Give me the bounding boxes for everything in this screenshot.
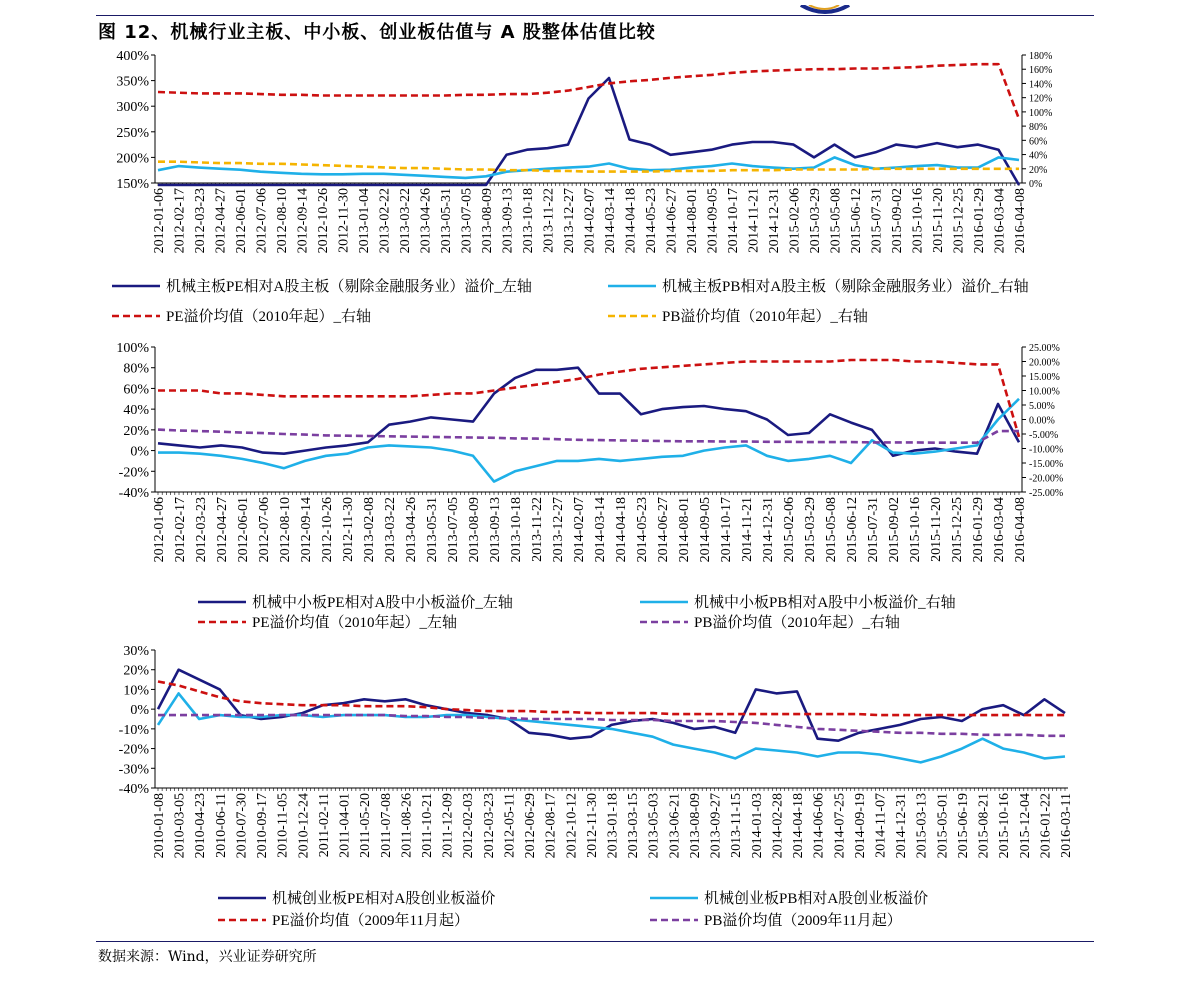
x-tick-label: 2015-10-16 bbox=[997, 793, 1013, 859]
x-tick-label: 2011-02-11 bbox=[316, 793, 332, 858]
x-tick-label: 2012-06-29 bbox=[523, 793, 539, 859]
x-tick-label: 2014-12-31 bbox=[767, 188, 782, 254]
x-tick-label: 2014-08-01 bbox=[685, 188, 700, 254]
x-tick-label: 2015-06-12 bbox=[845, 497, 860, 563]
legend-label: PB溢价均值（2010年起）_右轴 bbox=[694, 615, 900, 631]
y-right-tick-label: 160% bbox=[1029, 65, 1053, 77]
x-tick-label: 2013-06-21 bbox=[667, 793, 683, 859]
x-tick-label: 2012-11-30 bbox=[336, 188, 352, 253]
x-tick-label: 2014-11-21 bbox=[746, 188, 762, 253]
y-left-tick-label: 30% bbox=[123, 644, 149, 659]
x-tick-label: 2010-09-17 bbox=[255, 793, 271, 859]
x-tick-label: 2015-07-31 bbox=[866, 497, 881, 563]
y-left-tick-label: 100% bbox=[116, 341, 149, 356]
series-line-3 bbox=[158, 360, 1019, 437]
y-right-tick-label: 25.00% bbox=[1029, 343, 1060, 354]
legend-label: PB溢价均值（2009年11月起） bbox=[704, 913, 902, 929]
x-tick-label: 2013-11-22 bbox=[541, 188, 557, 253]
x-tick-label: 2014-12-31 bbox=[894, 793, 910, 859]
y-right-tick-label: 80% bbox=[1029, 122, 1048, 134]
x-tick-label: 2013-01-04 bbox=[357, 188, 372, 254]
x-tick-label: 2012-01-06 bbox=[152, 188, 167, 254]
x-tick-label: 2013-11-15 bbox=[729, 793, 745, 858]
x-tick-label: 2014-02-28 bbox=[770, 793, 786, 859]
y-left-tick-label: -40% bbox=[118, 782, 149, 797]
legend bbox=[112, 277, 1029, 325]
x-tick-label: 2014-02-07 bbox=[582, 188, 598, 254]
x-tick-label: 2010-03-05 bbox=[172, 793, 188, 859]
y-right-tick-label: -25.00% bbox=[1029, 488, 1064, 499]
x-tick-label: 2013-04-26 bbox=[418, 188, 434, 254]
x-tick-label: 2014-12-31 bbox=[761, 497, 776, 563]
x-tick-label: 2015-03-29 bbox=[803, 497, 818, 563]
y-right-tick-label: 5.00% bbox=[1029, 401, 1055, 412]
y-right-tick-label: 20% bbox=[1029, 164, 1048, 176]
y-right-tick-label: -15.00% bbox=[1029, 459, 1064, 470]
y-right-tick-label: 20.00% bbox=[1029, 357, 1060, 369]
x-tick-label: 2013-05-31 bbox=[439, 188, 454, 254]
x-tick-label: 2013-07-05 bbox=[446, 497, 461, 563]
y-left-tick-label: 200% bbox=[116, 151, 149, 167]
x-tick-label: 2015-11-20 bbox=[929, 497, 944, 562]
y-left-tick-label: 0% bbox=[130, 703, 149, 719]
x-tick-label: 2012-02-03 bbox=[461, 793, 477, 859]
x-tick-label: 2016-01-29 bbox=[972, 188, 987, 254]
x-tick-label: 2015-02-06 bbox=[782, 497, 797, 563]
series-line-4 bbox=[158, 430, 1019, 443]
y-left-tick-label: -30% bbox=[118, 762, 149, 778]
x-tick-label: 2013-10-18 bbox=[509, 497, 524, 563]
legend-label: 机械中小板PB相对A股中小板溢价_右轴 bbox=[694, 595, 956, 611]
data-source: 数据来源：Wind，兴业证券研究所 bbox=[98, 949, 317, 965]
x-tick-label: 2013-03-22 bbox=[398, 188, 413, 254]
x-tick-label: 2015-07-31 bbox=[869, 188, 885, 254]
x-tick-label: 2015-11-20 bbox=[931, 188, 946, 253]
y-right-tick-label: 15.00% bbox=[1029, 372, 1060, 383]
x-tick-label: 2012-03-23 bbox=[481, 793, 497, 859]
x-tick-label: 2013-05-03 bbox=[646, 793, 662, 859]
x-tick-label: 2012-08-10 bbox=[278, 497, 293, 563]
x-tick-label: 2010-11-05 bbox=[275, 793, 291, 858]
x-tick-label: 2014-03-14 bbox=[593, 497, 608, 563]
x-tick-label: 2016-03-04 bbox=[992, 497, 1007, 563]
y-right-tick-label: 140% bbox=[1029, 79, 1053, 91]
x-tick-label: 2012-04-27 bbox=[215, 497, 230, 563]
bottom-rule bbox=[96, 941, 1094, 942]
x-tick-label: 2012-04-27 bbox=[213, 188, 229, 254]
x-tick-label: 2013-12-27 bbox=[551, 497, 566, 563]
series-line-3 bbox=[158, 64, 1019, 119]
y-right-tick-label: 0% bbox=[1029, 179, 1043, 190]
x-tick-label: 2012-10-26 bbox=[320, 497, 335, 563]
y-left-tick-label: 350% bbox=[116, 74, 149, 90]
y-left-tick-label: -20% bbox=[118, 465, 149, 481]
y-left-tick-label: 400% bbox=[116, 49, 149, 64]
x-tick-label: 2012-07-06 bbox=[254, 188, 270, 254]
x-tick-label: 2010-07-30 bbox=[234, 793, 250, 859]
series-line-3 bbox=[158, 682, 1065, 716]
x-tick-label: 2013-08-09 bbox=[480, 188, 495, 254]
x-tick-label: 2016-01-29 bbox=[971, 497, 986, 563]
x-tick-label: 2015-06-12 bbox=[849, 188, 864, 254]
x-tick-label: 2013-03-15 bbox=[626, 793, 642, 859]
x-tick-label: 2014-01-03 bbox=[749, 793, 765, 859]
x-tick-label: 2013-02-08 bbox=[362, 497, 377, 563]
y-right-tick-label: -10.00% bbox=[1029, 444, 1064, 456]
x-tick-label: 2013-05-31 bbox=[425, 497, 440, 563]
x-tick-label: 2015-06-19 bbox=[955, 793, 971, 859]
x-tick-label: 2014-09-05 bbox=[698, 497, 713, 563]
y-left-tick-label: -20% bbox=[118, 742, 149, 758]
x-tick-label: 2016-03-04 bbox=[992, 188, 1008, 254]
y-left-tick-label: 250% bbox=[116, 125, 149, 141]
x-tick-label: 2015-12-04 bbox=[1017, 793, 1033, 859]
x-tick-label: 2014-04-18 bbox=[614, 497, 629, 563]
x-tick-label: 2011-05-20 bbox=[358, 793, 374, 858]
x-tick-label: 2015-03-13 bbox=[914, 793, 930, 859]
x-tick-label: 2016-04-08 bbox=[1013, 497, 1028, 563]
x-tick-label: 2015-12-25 bbox=[950, 497, 965, 563]
x-tick-label: 2012-06-01 bbox=[234, 188, 249, 254]
x-tick-label: 2014-09-05 bbox=[705, 188, 721, 254]
y-right-tick-label: 0.00% bbox=[1029, 415, 1055, 427]
x-tick-label: 2013-10-18 bbox=[521, 188, 536, 254]
legend-label: PB溢价均值（2010年起）_右轴 bbox=[662, 309, 868, 325]
y-left-tick-label: 0% bbox=[130, 444, 149, 460]
x-tick-label: 2013-08-09 bbox=[467, 497, 482, 563]
x-tick-label: 2015-12-25 bbox=[951, 188, 967, 254]
y-right-tick-label: -5.00% bbox=[1029, 430, 1059, 441]
y-right-tick-label: 100% bbox=[1029, 107, 1053, 119]
x-tick-label: 2014-10-17 bbox=[719, 497, 734, 563]
y-left-tick-label: 20% bbox=[123, 423, 149, 439]
x-tick-label: 2015-10-16 bbox=[910, 188, 926, 254]
legend-label: PE溢价均值（2009年11月起） bbox=[272, 913, 469, 929]
y-left-tick-label: 10% bbox=[123, 683, 149, 699]
legend-label: 机械主板PE相对A股主板（剔除金融服务业）溢价_左轴 bbox=[166, 279, 532, 295]
legend-label: PE溢价均值（2010年起）_右轴 bbox=[166, 309, 372, 325]
x-tick-label: 2014-05-23 bbox=[644, 188, 659, 254]
x-tick-label: 2014-11-21 bbox=[740, 497, 755, 562]
x-tick-label: 2010-04-23 bbox=[193, 793, 209, 859]
x-tick-label: 2013-09-13 bbox=[488, 497, 503, 563]
x-tick-label: 2012-11-30 bbox=[341, 497, 356, 562]
x-tick-label: 2016-04-08 bbox=[1013, 188, 1028, 254]
x-tick-label: 2012-08-10 bbox=[275, 188, 290, 254]
x-tick-label: 2015-03-29 bbox=[808, 188, 823, 254]
x-tick-label: 2015-02-06 bbox=[787, 188, 803, 254]
chart-panel-1 bbox=[112, 49, 1052, 325]
y-left-tick-label: 60% bbox=[123, 382, 149, 398]
legend bbox=[218, 889, 928, 929]
y-left-tick-label: 80% bbox=[123, 361, 149, 377]
x-tick-label: 2012-08-17 bbox=[543, 793, 559, 859]
x-tick-label: 2012-03-23 bbox=[193, 188, 208, 254]
x-tick-label: 2013-07-05 bbox=[459, 188, 475, 254]
x-tick-label: 2015-08-21 bbox=[976, 793, 992, 859]
y-right-tick-label: -20.00% bbox=[1029, 473, 1064, 485]
x-tick-label: 2014-06-27 bbox=[664, 188, 680, 254]
x-tick-label: 2014-02-07 bbox=[572, 497, 587, 563]
x-tick-label: 2010-01-08 bbox=[152, 793, 167, 859]
x-tick-label: 2013-09-13 bbox=[500, 188, 516, 254]
x-tick-label: 2013-08-09 bbox=[687, 793, 703, 859]
x-tick-label: 2013-04-26 bbox=[404, 497, 419, 563]
x-tick-label: 2016-03-11 bbox=[1059, 793, 1074, 858]
x-tick-label: 2012-09-14 bbox=[299, 497, 314, 563]
x-tick-label: 2013-03-22 bbox=[383, 497, 398, 563]
x-tick-label: 2011-12-09 bbox=[440, 793, 456, 858]
x-tick-label: 2013-02-22 bbox=[377, 188, 393, 254]
x-tick-label: 2016-01-22 bbox=[1038, 793, 1054, 859]
y-right-tick-label: 180% bbox=[1029, 51, 1053, 62]
x-tick-label: 2010-12-24 bbox=[296, 793, 312, 859]
y-left-tick-label: -10% bbox=[118, 722, 149, 738]
x-tick-label: 2015-10-16 bbox=[908, 497, 923, 563]
x-tick-label: 2014-04-18 bbox=[623, 188, 639, 254]
x-tick-label: 2014-08-01 bbox=[677, 497, 692, 563]
legend bbox=[198, 593, 956, 631]
x-tick-label: 2013-12-27 bbox=[562, 188, 577, 254]
x-tick-label: 2011-07-08 bbox=[378, 793, 394, 858]
figure-title: 图 12、机械行业主板、中小板、创业板估值与 A 股整体估值比较 bbox=[98, 22, 656, 43]
x-tick-label: 2014-04-18 bbox=[791, 793, 807, 859]
legend-label: PE溢价均值（2010年起）_左轴 bbox=[252, 615, 458, 631]
x-tick-label: 2012-07-06 bbox=[257, 497, 272, 563]
x-tick-label: 2012-03-23 bbox=[194, 497, 209, 563]
x-tick-label: 2012-06-01 bbox=[236, 497, 251, 563]
x-tick-label: 2014-03-14 bbox=[603, 188, 618, 254]
x-tick-label: 2012-05-11 bbox=[502, 793, 518, 858]
y-left-tick-label: -40% bbox=[118, 486, 149, 501]
x-tick-label: 2013-01-18 bbox=[605, 793, 621, 859]
y-right-tick-label: 120% bbox=[1029, 93, 1053, 105]
x-tick-label: 2015-05-01 bbox=[935, 793, 951, 859]
y-left-tick-label: 40% bbox=[123, 403, 149, 419]
x-tick-label: 2012-02-17 bbox=[173, 497, 188, 563]
x-tick-label: 2014-10-17 bbox=[726, 188, 741, 254]
y-right-tick-label: 60% bbox=[1029, 136, 1048, 148]
x-tick-label: 2014-07-25 bbox=[832, 793, 848, 859]
x-tick-label: 2014-06-27 bbox=[656, 497, 671, 563]
y-right-tick-label: 40% bbox=[1029, 150, 1048, 162]
x-tick-label: 2014-11-07 bbox=[873, 793, 889, 858]
x-tick-label: 2012-02-17 bbox=[172, 188, 188, 254]
y-right-tick-label: 10.00% bbox=[1029, 386, 1060, 398]
x-tick-label: 2011-10-21 bbox=[419, 793, 435, 858]
y-left-tick-label: 150% bbox=[116, 177, 149, 192]
y-left-tick-label: 20% bbox=[123, 663, 149, 679]
x-tick-label: 2015-09-02 bbox=[890, 188, 905, 254]
x-tick-label: 2010-06-11 bbox=[213, 793, 229, 858]
x-tick-label: 2015-05-08 bbox=[828, 188, 844, 254]
y-left-tick-label: 300% bbox=[116, 100, 149, 116]
x-tick-label: 2015-05-08 bbox=[824, 497, 839, 563]
x-tick-label: 2014-06-06 bbox=[811, 793, 827, 859]
x-tick-label: 2012-01-06 bbox=[152, 497, 167, 563]
legend-label: 机械中小板PE相对A股中小板溢价_左轴 bbox=[252, 595, 513, 611]
chart-panel-3 bbox=[119, 644, 1074, 929]
legend-label: 机械主板PB相对A股主板（剔除金融服务业）溢价_右轴 bbox=[662, 279, 1029, 295]
x-tick-label: 2012-11-30 bbox=[584, 793, 600, 858]
legend-label: 机械创业板PE相对A股创业板溢价 bbox=[272, 891, 496, 907]
x-tick-label: 2013-11-22 bbox=[530, 497, 545, 562]
x-tick-label: 2011-08-26 bbox=[399, 793, 415, 858]
x-tick-label: 2011-04-01 bbox=[337, 793, 353, 858]
x-tick-label: 2015-09-02 bbox=[887, 497, 902, 563]
x-tick-label: 2014-05-23 bbox=[635, 497, 650, 563]
x-tick-label: 2012-10-26 bbox=[316, 188, 331, 254]
x-tick-label: 2013-09-27 bbox=[708, 793, 724, 859]
x-tick-label: 2012-10-12 bbox=[564, 793, 580, 859]
chart-panel-2 bbox=[116, 341, 1063, 631]
legend-label: 机械创业板PB相对A股创业板溢价 bbox=[704, 891, 929, 907]
x-tick-label: 2014-09-19 bbox=[852, 793, 868, 859]
x-tick-label: 2012-09-14 bbox=[295, 188, 311, 254]
